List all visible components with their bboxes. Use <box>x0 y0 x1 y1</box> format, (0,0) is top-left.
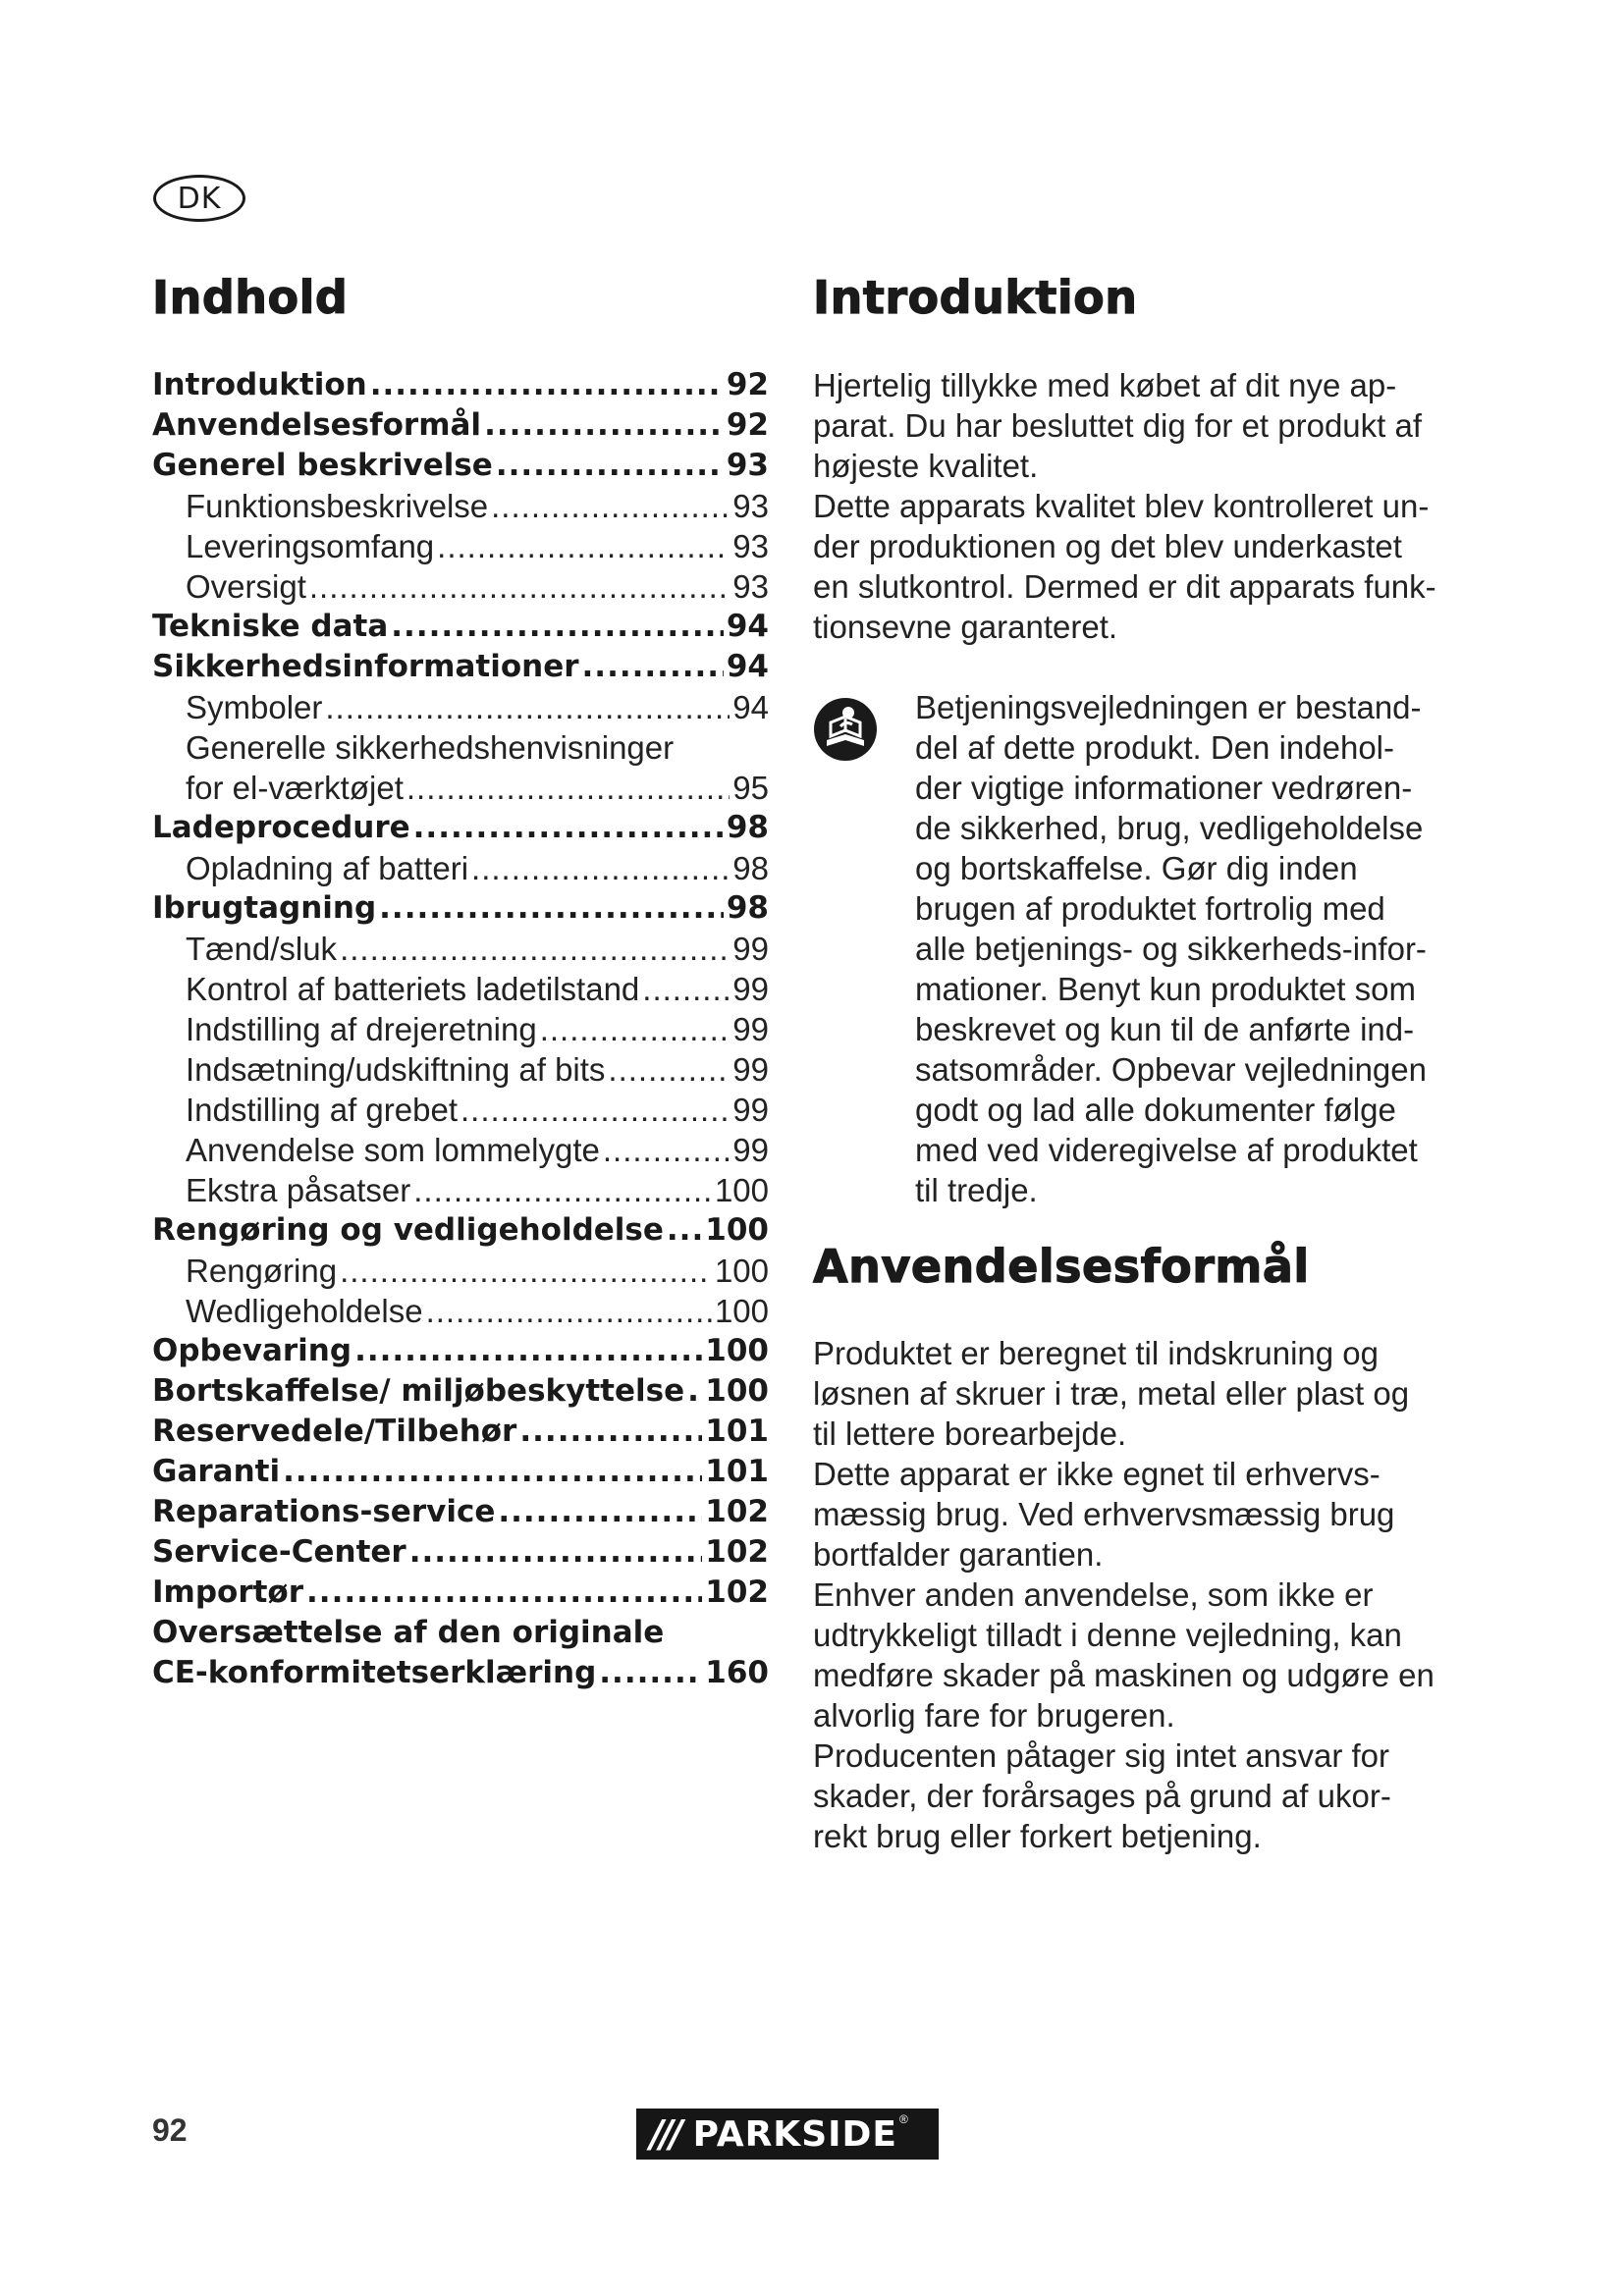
toc-entry <box>152 1532 769 1573</box>
toc-entry-page: 101 <box>705 1454 769 1489</box>
toc-leader-dots <box>413 1170 712 1210</box>
introduction-title: Introduktion <box>813 271 1138 324</box>
intended-use-line: til lettere borearbejde. <box>813 1415 1127 1452</box>
toc-entry <box>152 1371 769 1412</box>
toc-leader-dots <box>460 1090 730 1130</box>
toc-entry-title: Rengøring og vedligeholdelse <box>152 1212 664 1248</box>
toc-leader-dots <box>309 566 730 607</box>
toc-entry-title: Indstilling af grebet <box>186 1092 459 1128</box>
toc-entry <box>152 526 769 566</box>
toc-entry-title: Kontrol af batteriets ladetilstand <box>186 971 640 1007</box>
toc-entry-page: 99 <box>732 1092 769 1128</box>
intended-use-line: medføre skader på maskinen og udgøre en <box>813 1657 1435 1693</box>
intended-use-line: bortfalder garantien. <box>813 1536 1104 1573</box>
toc-entry-title: Oversigt <box>186 568 306 605</box>
toc-entry-page: 102 <box>705 1494 769 1529</box>
table-of-contents <box>152 365 769 1693</box>
toc-entry <box>152 1412 769 1452</box>
introduction-line: Dette apparats kvalitet blev kontrolleret un- <box>813 488 1430 524</box>
intended-use-title: Anvendelsesformål <box>813 1240 1310 1293</box>
toc-entry-title: Anvendelse som lommelygte <box>186 1132 600 1168</box>
toc-entry-title: Wedligeholdelse <box>186 1293 423 1329</box>
toc-entry-title: Reservedele/Tilbehør <box>152 1414 517 1449</box>
toc-entry-title: Sikkerhedsinformationer <box>152 649 579 684</box>
manual-note-line: de sikkerhed, brug, vedligeholdelse <box>915 810 1424 846</box>
toc-leader-dots <box>391 607 724 647</box>
toc-leader-dots <box>603 1130 730 1170</box>
toc-leader-dots <box>599 1653 702 1693</box>
toc-leader-dots <box>642 969 730 1009</box>
introduction-line: parat. Du har besluttet dig for et produkt af <box>813 407 1423 444</box>
toc-leader-dots <box>340 929 730 969</box>
toc-entry-title: Indsætning/udskiftning af bits <box>186 1051 606 1088</box>
toc-entry <box>152 929 769 969</box>
toc-entry-page: 100 <box>714 1293 769 1329</box>
toc-entry-title: Opladning af batteri <box>186 850 469 886</box>
toc-entry-page: 99 <box>732 1051 769 1088</box>
manual-note-line: med ved videregivelse af produktet <box>915 1132 1418 1168</box>
toc-leader-dots <box>484 405 724 446</box>
toc-entry <box>152 808 769 848</box>
toc-entry-page: 101 <box>705 1414 769 1449</box>
toc-leader-dots <box>325 687 730 727</box>
manual-note-line: satsområder. Opbevar vejledningen <box>915 1051 1427 1088</box>
toc-entry-page: 92 <box>726 367 769 402</box>
toc-leader-dots <box>471 848 730 888</box>
intended-use-line: Enhver anden anvendelse, som ikke er <box>813 1576 1374 1613</box>
toc-title: Indhold <box>152 271 349 324</box>
toc-entry-title: Garanti <box>152 1454 281 1489</box>
toc-entry <box>152 365 769 405</box>
toc-leader-dots <box>370 365 724 405</box>
toc-entry-title: Ladeprocedure <box>152 810 410 845</box>
manual-note-line: der vigtige informationer vedrøren- <box>915 770 1413 806</box>
introduction-text <box>813 365 1436 647</box>
toc-entry <box>152 1210 769 1251</box>
toc-entry <box>152 768 769 808</box>
toc-leader-dots <box>608 1049 730 1090</box>
manual-note-line: godt og lad alle dokumenter følge <box>915 1092 1396 1128</box>
toc-leader-dots <box>426 1291 712 1331</box>
toc-entry <box>152 687 769 727</box>
toc-entry-page: 98 <box>726 810 769 845</box>
toc-entry-page: 100 <box>705 1333 769 1368</box>
intended-use-line: Produktet er beregnet til indskruning og <box>813 1335 1380 1371</box>
toc-entry-title: Tænd/sluk <box>186 931 338 967</box>
toc-entry-title: Tekniske data <box>152 609 389 644</box>
toc-leader-dots <box>283 1452 702 1492</box>
toc-entry-page: 100 <box>705 1212 769 1248</box>
introduction-line: Hjertelig tillykke med købet af dit nye ap- <box>813 367 1397 403</box>
toc-leader-dots <box>582 647 724 687</box>
toc-entry <box>152 1090 769 1130</box>
toc-entry-title: Anvendelsesformål <box>152 407 482 443</box>
toc-entry-title: Reparations-service <box>152 1494 496 1529</box>
manual-note-line: alle betjenings- og sikkerheds-infor- <box>915 931 1427 967</box>
introduction-line: en slutkontrol. Dermed er dit apparats funk- <box>813 568 1436 605</box>
toc-entry-title: Oversættelse af den originale <box>152 1615 665 1650</box>
toc-entry-title: Symboler <box>186 689 323 725</box>
manual-note-line: beskrevet og kun til de anførte ind- <box>915 1011 1415 1047</box>
logo-wordmark: PARKSIDE <box>692 2113 897 2155</box>
toc-entry <box>152 1331 769 1371</box>
toc-entry-page: 94 <box>726 609 769 644</box>
intended-use-line: alvorlig fare for brugeren. <box>813 1697 1175 1734</box>
toc-entry <box>152 405 769 446</box>
toc-leader-dots <box>354 1331 702 1371</box>
introduction-line: tionsevne garanteret. <box>813 609 1118 645</box>
intended-use-line: Producenten påtager sig intet ansvar for <box>813 1737 1390 1774</box>
toc-entry-title: Introduktion <box>152 367 367 402</box>
toc-entry <box>152 727 769 768</box>
toc-leader-dots <box>340 1251 712 1291</box>
toc-entry <box>152 969 769 1009</box>
toc-entry-title: Generel beskrivelse <box>152 448 493 483</box>
toc-entry-page: 98 <box>726 890 769 926</box>
toc-entry-page: 99 <box>732 971 769 1007</box>
toc-entry <box>152 1291 769 1331</box>
toc-entry-page: 93 <box>726 448 769 483</box>
toc-entry <box>152 888 769 929</box>
toc-leader-dots <box>496 446 724 486</box>
toc-entry-page: 160 <box>705 1655 769 1690</box>
toc-entry-title: Rengøring <box>186 1253 338 1289</box>
toc-leader-dots <box>409 1532 703 1573</box>
toc-entry-title: CE-konformitetserklæring <box>152 1655 597 1690</box>
toc-leader-dots <box>498 1492 702 1532</box>
toc-entry <box>152 1251 769 1291</box>
toc-entry-page: 99 <box>732 1011 769 1047</box>
toc-entry-title: Ibrugtagning <box>152 890 377 926</box>
toc-entry-title: Service-Center <box>152 1534 406 1570</box>
toc-entry-page: 95 <box>732 770 769 806</box>
toc-entry-title: Indstilling af drejeretning <box>186 1011 537 1047</box>
intended-use-line: skader, der forårsages på grund af ukor- <box>813 1778 1391 1814</box>
toc-entry <box>152 1009 769 1049</box>
toc-entry-page: 100 <box>714 1172 769 1208</box>
toc-entry-title: Leveringsomfang <box>186 528 435 564</box>
language-badge: DK <box>153 175 245 222</box>
introduction-line: der produktionen og det blev underkastet <box>813 528 1402 564</box>
toc-entry-page: 92 <box>726 407 769 443</box>
manual-note-line: til tredje. <box>915 1172 1038 1208</box>
toc-leader-dots <box>519 1412 702 1452</box>
manual-note-line: brugen af produktet fortrolig med <box>915 890 1385 927</box>
toc-entry-page: 102 <box>705 1534 769 1570</box>
page-number: 92 <box>152 2112 188 2148</box>
parkside-logo <box>636 2109 939 2160</box>
toc-leader-dots <box>306 1573 702 1613</box>
toc-entry-title: Ekstra påsatser <box>186 1172 411 1208</box>
intended-use-line: rekt brug eller forkert betjening. <box>813 1818 1262 1854</box>
toc-entry-title: for el-værktøjet <box>186 770 404 806</box>
toc-entry-page: 94 <box>726 649 769 684</box>
introduction-line: højeste kvalitet. <box>813 448 1039 484</box>
toc-leader-dots <box>540 1009 731 1049</box>
toc-entry-page: 100 <box>714 1253 769 1289</box>
intended-use-text <box>813 1333 1441 1856</box>
toc-entry <box>152 1613 769 1653</box>
intended-use-line: Dette apparat er ikke egnet til erhvervs- <box>813 1456 1380 1492</box>
toc-leader-dots <box>379 888 724 929</box>
manual-note-line: mationer. Benyt kun produktet som <box>915 971 1416 1007</box>
toc-entry-title: Bortskaffelse/ miljøbeskyttelse <box>152 1373 685 1409</box>
toc-entry-page: 102 <box>705 1575 769 1610</box>
manual-note-line: og bortskaffelse. Gør dig inden <box>915 850 1358 886</box>
toc-entry <box>152 1130 769 1170</box>
toc-entry <box>152 647 769 687</box>
toc-entry-title: Opbevaring <box>152 1333 352 1368</box>
toc-leader-dots <box>437 526 730 566</box>
toc-entry <box>152 1049 769 1090</box>
toc-entry <box>152 1170 769 1210</box>
logo-stripes: /// <box>650 2112 679 2156</box>
toc-leader-dots <box>413 808 724 848</box>
toc-leader-dots <box>491 486 730 526</box>
read-manual-icon <box>813 697 878 762</box>
toc-entry-page: 99 <box>732 1132 769 1168</box>
toc-entry <box>152 1653 769 1693</box>
intended-use-line: løsnen af skruer i træ, metal eller plast og <box>813 1375 1410 1412</box>
toc-entry-page: 100 <box>705 1373 769 1409</box>
toc-entry-page: 98 <box>732 850 769 886</box>
toc-leader-dots <box>406 768 730 808</box>
toc-entry-title: Generelle sikkerhedshenvisninger <box>186 729 675 766</box>
toc-leader-dots <box>687 1371 702 1412</box>
toc-entry-page: 93 <box>732 528 769 564</box>
toc-leader-dots <box>667 1210 702 1251</box>
intended-use-line: mæssig brug. Ved erhvervsmæssig brug <box>813 1496 1395 1532</box>
toc-entry <box>152 446 769 486</box>
toc-entry <box>152 1573 769 1613</box>
manual-note-text <box>915 687 1445 1210</box>
toc-entry-page: 94 <box>732 689 769 725</box>
intended-use-line: udtrykkeligt tilladt i denne vejledning, kan <box>813 1617 1402 1653</box>
registered-mark: ® <box>899 2112 908 2126</box>
manual-note-line: Betjeningsvejledningen er bestand- <box>915 689 1422 725</box>
toc-entry-page: 99 <box>732 931 769 967</box>
toc-entry-page: 93 <box>732 488 769 524</box>
toc-entry-title: Funktionsbeskrivelse <box>186 488 489 524</box>
toc-entry <box>152 848 769 888</box>
toc-entry-page: 93 <box>732 568 769 605</box>
toc-entry <box>152 1452 769 1492</box>
toc-entry <box>152 486 769 526</box>
toc-entry <box>152 607 769 647</box>
manual-note-line: del af dette produkt. Den indehol- <box>915 729 1394 766</box>
toc-entry-title: Importør <box>152 1575 304 1610</box>
toc-entry <box>152 566 769 607</box>
toc-entry <box>152 1492 769 1532</box>
